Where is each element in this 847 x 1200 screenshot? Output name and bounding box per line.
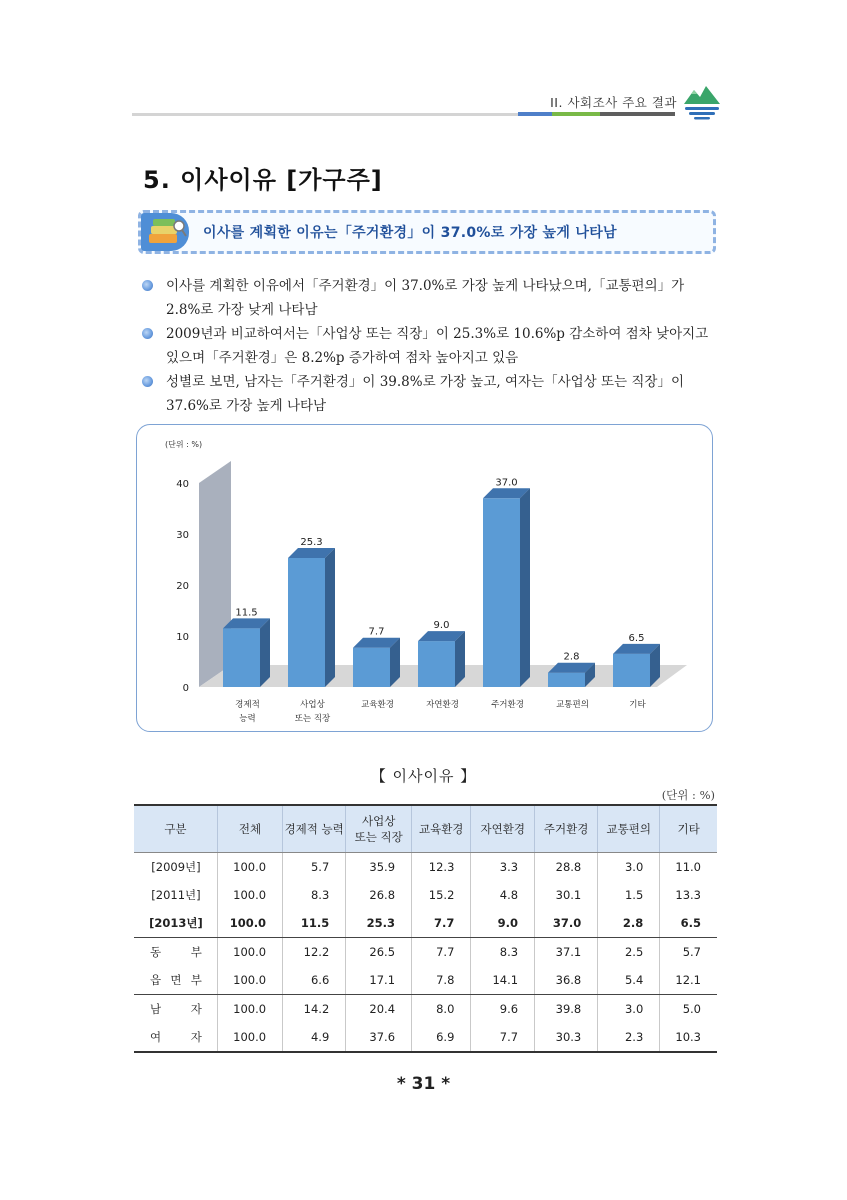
- category-label: 주거환경: [491, 700, 524, 710]
- table-cell: 5.7: [283, 853, 346, 882]
- y-tick-label: 40: [176, 479, 189, 490]
- table-cell: 100.0: [217, 1023, 282, 1052]
- bullet-item: [140, 370, 720, 418]
- chart-unit-label: (단위 : %): [165, 440, 203, 449]
- row-label: 남 자: [150, 1002, 202, 1016]
- table-row: [134, 938, 717, 967]
- table-row: [134, 1023, 717, 1052]
- row-label: 읍 면 부: [134, 966, 217, 995]
- table-header-cell: 교통편의: [598, 805, 660, 853]
- mountain-logo-icon: [682, 80, 722, 120]
- table-cell: 11.5: [283, 909, 346, 938]
- category-label: 경제적: [235, 700, 260, 710]
- header-section-label: II. 사회조사 주요 결과: [550, 95, 677, 110]
- table-header-row: [134, 805, 717, 853]
- table-cell: 9.6: [471, 995, 535, 1024]
- table-cell: 26.8: [346, 881, 412, 909]
- bullet-icon: [142, 328, 153, 339]
- bar-chart: [137, 425, 714, 733]
- page-ornament-right: *: [435, 1074, 451, 1094]
- table-header-cell: 구분: [134, 805, 217, 853]
- table-header-cell: 기타: [660, 805, 717, 853]
- books-icon: [143, 214, 189, 250]
- bar-side: [260, 618, 270, 687]
- table-cell: 100.0: [217, 881, 282, 909]
- data-label: 9.0: [433, 620, 450, 632]
- table-cell: 100.0: [217, 966, 282, 995]
- table-row: [134, 909, 717, 938]
- table-row: [134, 853, 717, 882]
- header-rule-green: [552, 112, 600, 116]
- table-cell: 100.0: [217, 938, 282, 967]
- table-cell: 100.0: [217, 909, 282, 938]
- y-tick-label: 10: [176, 632, 189, 643]
- row-label: 여 자: [134, 1023, 217, 1052]
- bar-side: [325, 548, 335, 687]
- category-label: 교통편의: [556, 700, 589, 710]
- category-label: 또는 직장: [294, 714, 331, 724]
- table-cell: 13.3: [660, 881, 717, 909]
- category-label: 교육환경: [361, 700, 394, 710]
- table-cell: 2.8: [598, 909, 660, 938]
- table-row: [134, 881, 717, 909]
- bullet-icon: [142, 376, 153, 387]
- bar-side: [520, 488, 530, 687]
- table-cell: 8.3: [471, 938, 535, 967]
- data-label: 25.3: [300, 536, 323, 548]
- highlight-text: 이사를 계획한 이유는「주거환경」이 37.0%로 가장 높게 나타남: [203, 225, 617, 241]
- row-label: [2011년]: [151, 888, 201, 902]
- page-number: [0, 1074, 847, 1094]
- bullet-text: 2009년과 비교하여서는「사업상 또는 직장」이 25.3%로 10.6%p 감소하여 점차 낮아지고 있으며「주거환경」은 8.2%p 증가하여 점차 높아지고 있음: [166, 326, 709, 366]
- table-cell: 6.6: [283, 966, 346, 995]
- bar: [483, 498, 520, 687]
- y-tick-label: 0: [182, 683, 189, 694]
- table-header-cell: 사업상 또는 직장: [346, 805, 412, 853]
- row-label: 동 부: [150, 945, 202, 959]
- table-cell: 7.8: [412, 966, 471, 995]
- category-label: 사업상: [300, 700, 325, 710]
- category-label: 자연환경: [426, 700, 459, 710]
- table-cell: 3.0: [598, 853, 660, 882]
- table-cell: 7.7: [412, 909, 471, 938]
- table-cell: 36.8: [535, 966, 598, 995]
- table-cell: 11.0: [660, 853, 717, 882]
- bar: [548, 673, 585, 687]
- table-cell: 2.5: [598, 938, 660, 967]
- chart-panel: [136, 424, 713, 732]
- table-title: 【 이사이유 】: [370, 767, 477, 785]
- table-cell: 3.0: [598, 995, 660, 1024]
- table-cell: 30.1: [535, 881, 598, 909]
- bullet-icon: [142, 280, 153, 291]
- table-cell: 30.3: [535, 1023, 598, 1052]
- data-label: 6.5: [628, 632, 645, 644]
- y-tick-label: 20: [176, 581, 189, 592]
- table-cell: 26.5: [346, 938, 412, 967]
- table-cell: 8.0: [412, 995, 471, 1024]
- table-cell: 5.0: [660, 995, 717, 1024]
- bar: [418, 641, 455, 687]
- table-header-cell: 교육환경: [412, 805, 471, 853]
- category-label: 기타: [629, 700, 646, 710]
- table-cell: 14.1: [471, 966, 535, 995]
- table-header-cell: 전체: [217, 805, 282, 853]
- bar: [288, 558, 325, 687]
- page-number-value: 31: [411, 1074, 436, 1094]
- table-cell: 7.7: [471, 1023, 535, 1052]
- table-unit: (단위 : %): [661, 788, 715, 802]
- table-cell: 3.3: [471, 853, 535, 882]
- table-cell: 17.1: [346, 966, 412, 995]
- table-cell: 10.3: [660, 1023, 717, 1052]
- header-rule-blue: [518, 112, 552, 116]
- bullet-item: [140, 322, 720, 370]
- bullet-text: 성별로 보면, 남자는「주거환경」이 39.8%로 가장 높고, 여자는「사업상 또는 직장」이 37.6%로 가장 높게 나타남: [166, 374, 684, 414]
- data-label: 11.5: [235, 607, 258, 619]
- bullet-list: [140, 274, 720, 418]
- table-cell: 37.6: [346, 1023, 412, 1052]
- table-cell: 12.1: [660, 966, 717, 995]
- table-header-cell: 주거환경: [535, 805, 598, 853]
- table-cell: 5.4: [598, 966, 660, 995]
- bullet-text: 이사를 계획한 이유에서「주거환경」이 37.0%로 가장 높게 나타났으며,「교통편의」가 2.8%로 가장 낮게 나타남: [166, 278, 685, 318]
- table-cell: 5.7: [660, 938, 717, 967]
- table-cell: 15.2: [412, 881, 471, 909]
- table-cell: 39.8: [535, 995, 598, 1024]
- table-cell: 4.9: [283, 1023, 346, 1052]
- table-cell: 2.3: [598, 1023, 660, 1052]
- table-cell: 37.1: [535, 938, 598, 967]
- table-cell: 100.0: [217, 995, 282, 1024]
- header-rule: [132, 113, 518, 116]
- bar: [223, 628, 260, 687]
- table-cell: 6.5: [660, 909, 717, 938]
- table-cell: 35.9: [346, 853, 412, 882]
- table-cell: 100.0: [217, 853, 282, 882]
- data-label: 37.0: [495, 477, 518, 489]
- table-cell: 4.8: [471, 881, 535, 909]
- table-row: [134, 966, 717, 995]
- table-cell: 14.2: [283, 995, 346, 1024]
- table-cell: 12.2: [283, 938, 346, 967]
- table-cell: 9.0: [471, 909, 535, 938]
- data-label: 7.7: [368, 626, 385, 638]
- table-cell: 8.3: [283, 881, 346, 909]
- bar: [353, 648, 390, 687]
- table-cell: 7.7: [412, 938, 471, 967]
- table-row: [134, 995, 717, 1024]
- header-rule-dark: [600, 112, 675, 116]
- data-label: 2.8: [563, 651, 580, 663]
- data-table: [134, 804, 717, 1053]
- bar: [613, 654, 650, 687]
- section-title: 5. 이사이유 [가구주]: [143, 166, 383, 194]
- table-cell: 25.3: [346, 909, 412, 938]
- category-label: 능력: [239, 714, 256, 724]
- bullet-item: [140, 274, 720, 322]
- row-label: [2013년]: [134, 909, 217, 938]
- row-label: [2009년]: [151, 860, 201, 874]
- table-cell: 37.0: [535, 909, 598, 938]
- table-cell: 6.9: [412, 1023, 471, 1052]
- table-cell: 28.8: [535, 853, 598, 882]
- page-ornament-left: *: [396, 1074, 412, 1094]
- table-cell: 12.3: [412, 853, 471, 882]
- summary-highlight-box: [138, 210, 716, 254]
- y-tick-label: 30: [176, 530, 189, 541]
- table-cell: 1.5: [598, 881, 660, 909]
- table-header-cell: 경제적 능력: [283, 805, 346, 853]
- table-cell: 20.4: [346, 995, 412, 1024]
- table-header-cell: 자연환경: [471, 805, 535, 853]
